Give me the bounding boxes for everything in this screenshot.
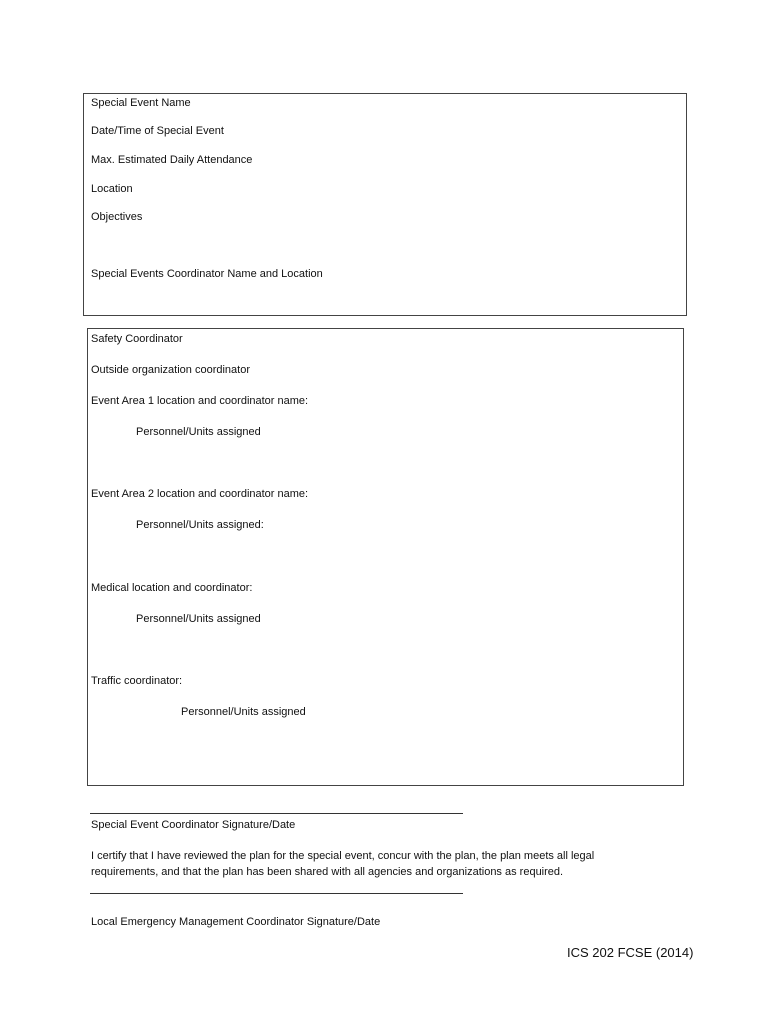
outside-org-coordinator-label: Outside organization coordinator — [91, 364, 250, 376]
certify-text-line-1: I certify that I have reviewed the plan for the special event, concur with the plan, the plan meets all legal — [91, 850, 595, 862]
medical-coordinator-label: Medical location and coordinator: — [91, 582, 253, 594]
form-footer-id: ICS 202 FCSE (2014) — [567, 945, 694, 960]
event-datetime-label: Date/Time of Special Event — [91, 125, 224, 137]
special-event-name-label: Special Event Name — [91, 97, 191, 109]
area-1-personnel-label: Personnel/Units assigned — [136, 426, 261, 438]
traffic-personnel-label: Personnel/Units assigned — [181, 706, 306, 718]
attendance-label: Max. Estimated Daily Attendance — [91, 154, 253, 166]
event-area-2-label: Event Area 2 location and coordinator name: — [91, 488, 309, 500]
area-2-personnel-label: Personnel/Units assigned: — [136, 519, 264, 531]
objectives-label: Objectives — [91, 211, 143, 223]
medical-personnel-label: Personnel/Units assigned — [136, 613, 261, 625]
events-coordinator-label: Special Events Coordinator Name and Location — [91, 268, 323, 280]
coordinator-signature-label: Special Event Coordinator Signature/Date — [91, 819, 296, 831]
safety-coordinator-label: Safety Coordinator — [91, 333, 183, 345]
event-area-1-label: Event Area 1 location and coordinator name: — [91, 395, 309, 407]
traffic-coordinator-label: Traffic coordinator: — [91, 675, 183, 687]
em-coordinator-signature-label: Local Emergency Management Coordinator Signature/Date — [91, 916, 381, 928]
certify-text-line-2: requirements, and that the plan has been shared with all agencies and organizations as required. — [91, 866, 564, 878]
location-label: Location — [91, 183, 133, 195]
em-signature-line — [90, 893, 463, 894]
coordinator-signature-line — [90, 813, 463, 814]
